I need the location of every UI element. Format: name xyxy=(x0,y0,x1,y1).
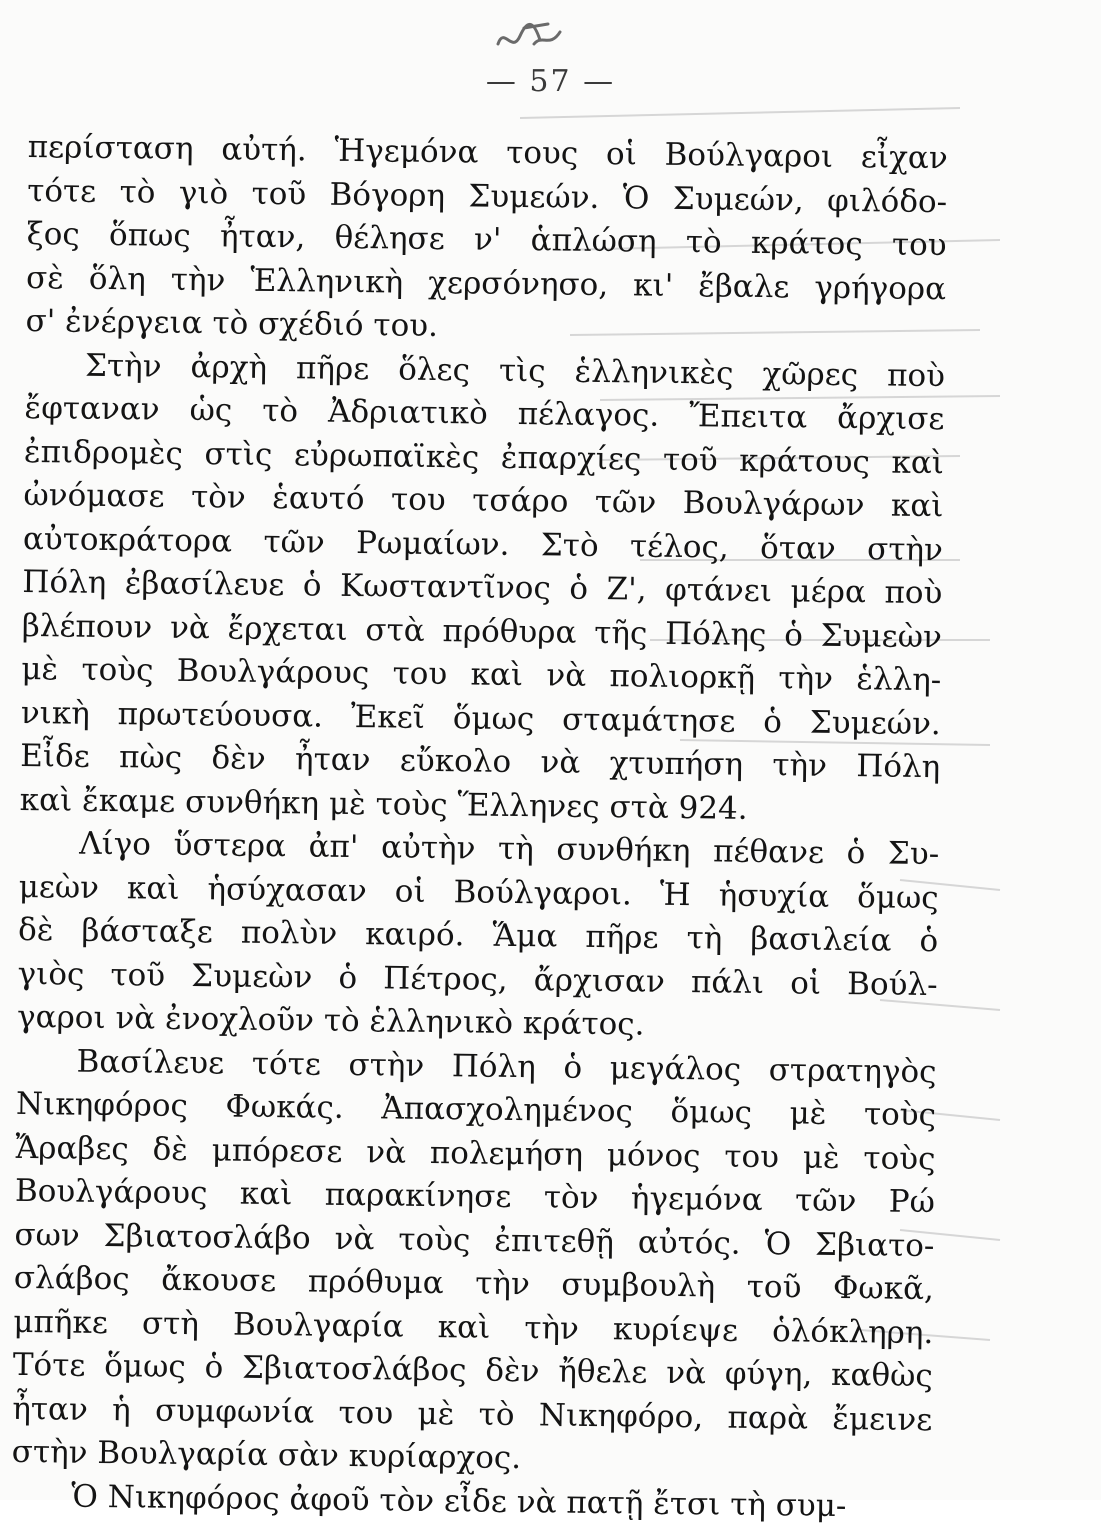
text-line: μπῆκε στὴ Βουλγαρία καὶ τὴν κυρίεψε ὁλόκληρη. xyxy=(13,1303,934,1351)
text-line: ἐπιδρομὲς στὶς εὐρωπαϊκὲς ἐπαρχίες τοῦ κράτους καὶ xyxy=(23,433,945,481)
text-line: Νικηφόρος Φωκάς. Ἀπασχολημένος ὅμως μὲ τοὺς xyxy=(15,1085,937,1134)
text-line: Ὁ Νικηφόρος ἀφοῦ τὸν εἶδε νὰ πατῇ ἔτσι τὴ συμ- xyxy=(71,1478,847,1524)
text-line: Βασίλευε τότε στὴν Πόλη ὁ μεγάλος στρατηγὸς xyxy=(76,1043,937,1090)
text-line: ἔφταναν ὡς τὸ Ἀδριατικὸ πέλαγος. Ἔπειτα ἄρχισε xyxy=(24,389,945,438)
text-line: σλάβος ἄκουσε πρόθυμα τὴν συμβουλὴ τοῦ Φωκᾶ, xyxy=(13,1259,935,1308)
text-line: δὲ βάσταξε πολὺν καιρό. Ἅμα πῆρε τὴ βασιλεία ὁ xyxy=(17,911,939,960)
text-line: μεὼν καὶ ἡσύχασαν οἱ Βούλγαροι. Ἡ ἡσυχία ὅμως xyxy=(18,868,939,916)
text-line: σὲ ὅλη τὴν Ἑλληνικὴ χερσόνησο, κι' ἔβαλε γρήγορα xyxy=(25,259,947,307)
text-line: καὶ ἔκαμε συνθήκη μὲ τοὺς Ἕλληνες στὰ 924. xyxy=(19,781,748,827)
text-line: Λίγο ὕστερα ἀπ' αὐτὴν τὴ συνθήκη πέθανε ὁ Συ- xyxy=(79,825,940,873)
text-line: μὲ τοὺς Βουλγάρους του καὶ νὰ πολιορκῇ τὴν ἑλλη- xyxy=(21,650,942,699)
text-line: ξος ὅπως ἦταν, θέλησε ν' ἁπλώση τὸ κράτος του xyxy=(26,215,947,264)
ink-flourish-mark xyxy=(490,14,570,58)
text-line: ἦταν ἡ συμφωνία του μὲ τὸ Νικηφόρο, παρὰ ἔμεινε xyxy=(12,1390,933,1438)
text-line: τότε τὸ γιὸ τοῦ Βόγορη Συμεών. Ὁ Συμεών, φιλόδο- xyxy=(26,172,948,220)
text-line: γιὸς τοῦ Συμεὼν ὁ Πέτρος, ἄρχισαν πάλι οἱ Βούλ- xyxy=(17,955,938,1003)
text-line: Βουλγάρους καὶ παρακίνησε τὸν ἡγεμόνα τῶν Ρώ xyxy=(14,1172,936,1221)
text-line: βλέπουν νὰ ἔρχεται στὰ πρόθυρα τῆς Πόλης ὁ Συμεὼν xyxy=(21,607,943,655)
text-line: Στὴν ἀρχὴ πῆρε ὅλες τὶς ἑλληνικὲς χῶρες ποὺ xyxy=(84,347,946,394)
text-line: νικὴ πρωτεύουσα. Ἐκεῖ ὅμως σταμάτησε ὁ Συμεών. xyxy=(20,694,941,742)
text-line: γαροι νὰ ἐνοχλοῦν τὸ ἑλληνικὸ κράτος. xyxy=(16,998,645,1043)
text-line: σων Σβιατοσλάβο νὰ τοὺς ἐπιτεθῇ αὐτός. Ὁ Σβιατο- xyxy=(14,1216,935,1264)
text-line: Τότε ὅμως ὁ Σβιατοσλάβος δὲν ἤθελε νὰ φύγη, καθὼς xyxy=(12,1346,934,1395)
text-line: σ' ἐνέργεια τὸ σχέδιό του. xyxy=(25,302,439,345)
text-line: στὴν Βουλγαρία σὰν κυρίαρχος. xyxy=(11,1433,522,1477)
text-line: Εἶδε πὼς δὲν ἦταν εὔκολο νὰ χτυπήση τὴν Πόλη xyxy=(20,737,941,786)
body-text xyxy=(11,126,948,1529)
text-line: Ἄραβες δὲ μπόρεσε νὰ πολεμήση μόνος του μὲ τοὺς xyxy=(15,1129,936,1177)
text-line: Πόλη ἐβασίλευε ὁ Κωσταντῖνος ὁ Ζ', φτάνει μέρα ποὺ xyxy=(22,563,943,612)
page-number: — 57 — xyxy=(485,64,616,99)
text-line: αὐτοκράτορα τῶν Ρωμαίων. Στὸ τέλος, ὅταν στὴν xyxy=(22,520,944,568)
text-line: ὠνόμασε τὸν ἑαυτό του τσάρο τῶν Βουλγάρων καὶ xyxy=(23,476,944,525)
text-line: περίσταση αὐτή. Ἡγεμόνα τους οἱ Βούλγαροι εἶχαν xyxy=(27,128,948,177)
